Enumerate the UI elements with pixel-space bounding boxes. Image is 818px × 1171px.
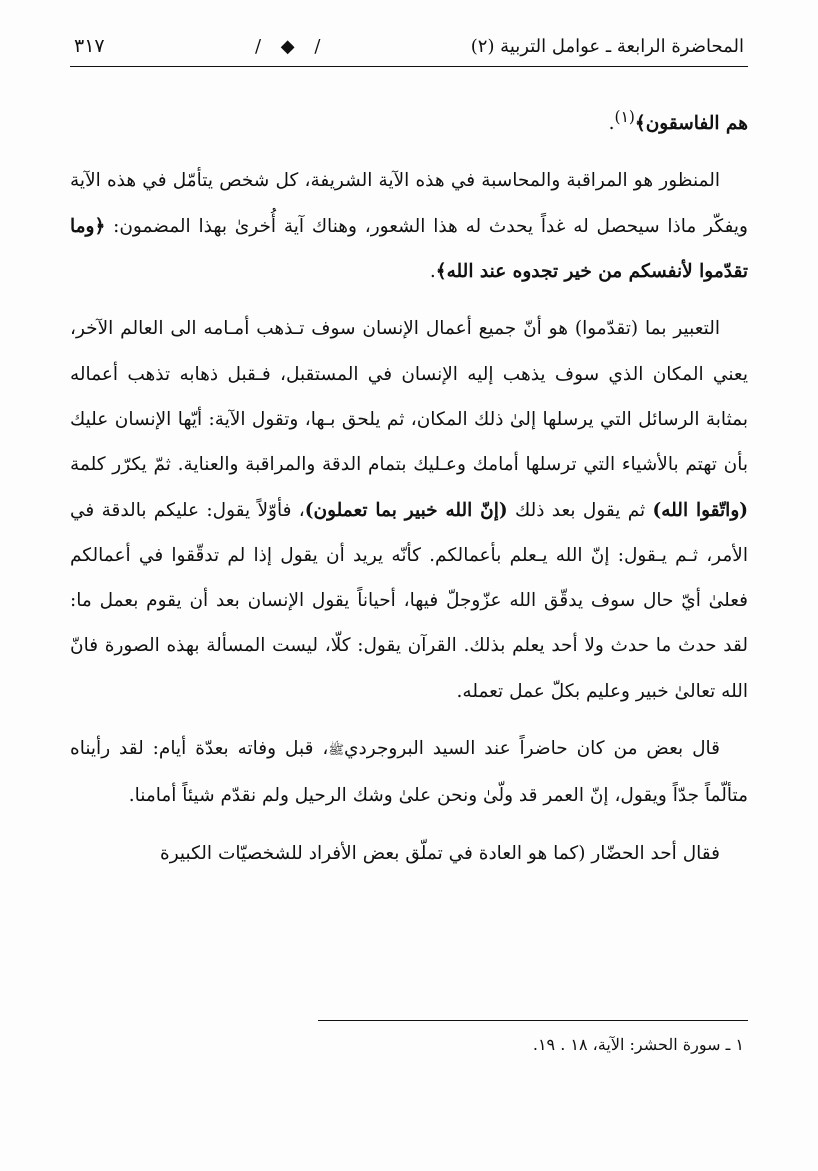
header-slash: /: [314, 35, 321, 57]
running-header: [70, 30, 748, 67]
quran-bracket-close: ﴾: [634, 113, 646, 135]
text-run: المنظور هو المراقبة والمحاسبة في هذه الآية الشريفة، كل شخص يتأمّل في هذه الآية ويفكّر ماذا سيحصل له غداً يحدث له هذا الشعور، وهناك آية أُخرىٰ بهذا المضمون:: [70, 170, 748, 237]
paragraph: [70, 726, 748, 819]
chapter-title: المحاضرة الرابعة ـ عوامل التربية (٢): [470, 35, 744, 57]
text-run: هم الفاسقون: [645, 113, 748, 135]
honorific-symbol: ﷺ: [328, 743, 345, 759]
footnote-marker: (١): [614, 108, 635, 126]
header-ornament: [255, 36, 320, 57]
body-text: [70, 95, 748, 876]
text-run: ، قبل وفاته بعدّة أيام: لقد رأيناه متألّماً جدّاً ويقول، إنّ العمر قد ولّىٰ ونحن علىٰ وشك الرحيل ولم نقدّم شيئاً أمامنا.: [70, 738, 748, 807]
paragraph: [70, 306, 748, 714]
quran-quote: (إنّ الله خبير بما تعملون): [304, 499, 508, 521]
paragraph: [70, 158, 748, 294]
header-slash: /: [254, 35, 262, 57]
book-page: [70, 30, 748, 1131]
text-run: .: [608, 113, 615, 135]
paragraph: [70, 95, 748, 146]
quran-quote: ﴿وما تقدّموا لأنفسكم من خير تجدوه عند الله﴾: [70, 215, 748, 283]
text-run: .: [429, 261, 436, 283]
text-run: ، فأوّلاً يقول: عليكم بالدقة في الأمر، ثـم يـقول: إنّ الله يـعلم بأعمالكم. كأنّه يريد أن يقول إذا لم تدقّقوا في أعمالكم فعلىٰ أيّ حال سوف يدقّق الله عزّوجلّ فيها، أحياناً يقول الإنسان بعد أن يقوم بعمل ما: لقد حدث ما حدث ولا أحد يعلم بذلك. القرآن يقول: كلّا، ليست المسألة بهذه الصورة فانّ الله تعالىٰ خبير وعليم بكلّ عمل تعمله.: [70, 499, 748, 702]
text-run: فقال أحد الحضّار (كما هو العادة في تملّق بعض الأفراد للشخصيّات الكبيرة: [160, 842, 720, 864]
text-run: ثم يقول بعد ذلك: [507, 499, 653, 521]
footnote-divider: [318, 1020, 748, 1021]
diamond-icon: ◆: [280, 35, 295, 57]
text-run: قال بعض من كان حاضراً عند السيد البروجردي: [344, 738, 721, 760]
paragraph: [70, 831, 748, 876]
text-run: التعبير بما (تقدّموا) هو أنّ جميع أعمال الإنسان سوف تـذهب أمـامه الى العالم الآخر، يعني المكان الذي سوف يذهب إليه الإنسان في المستقبل، فـقبل ذهابه تذهب أعماله بمثابة الرسائل التي يرسلها إلىٰ ذلك المكان، ثم يلحق بـها، وتقول الآية: أيّها الإنسان عليك بأن تهتم بالأشياء التي ترسلها أمامك وعـليك بتمام الدقة والمراقبة والعناية. ثمّ يكرّر كلمة: [70, 318, 748, 476]
footnote: ١ ـ سورة الحشر: الآية، ١٨ . ١٩.: [532, 1035, 744, 1054]
page-number: ٣١٧: [74, 35, 105, 57]
quran-quote: (واتّقوا الله): [652, 499, 749, 521]
